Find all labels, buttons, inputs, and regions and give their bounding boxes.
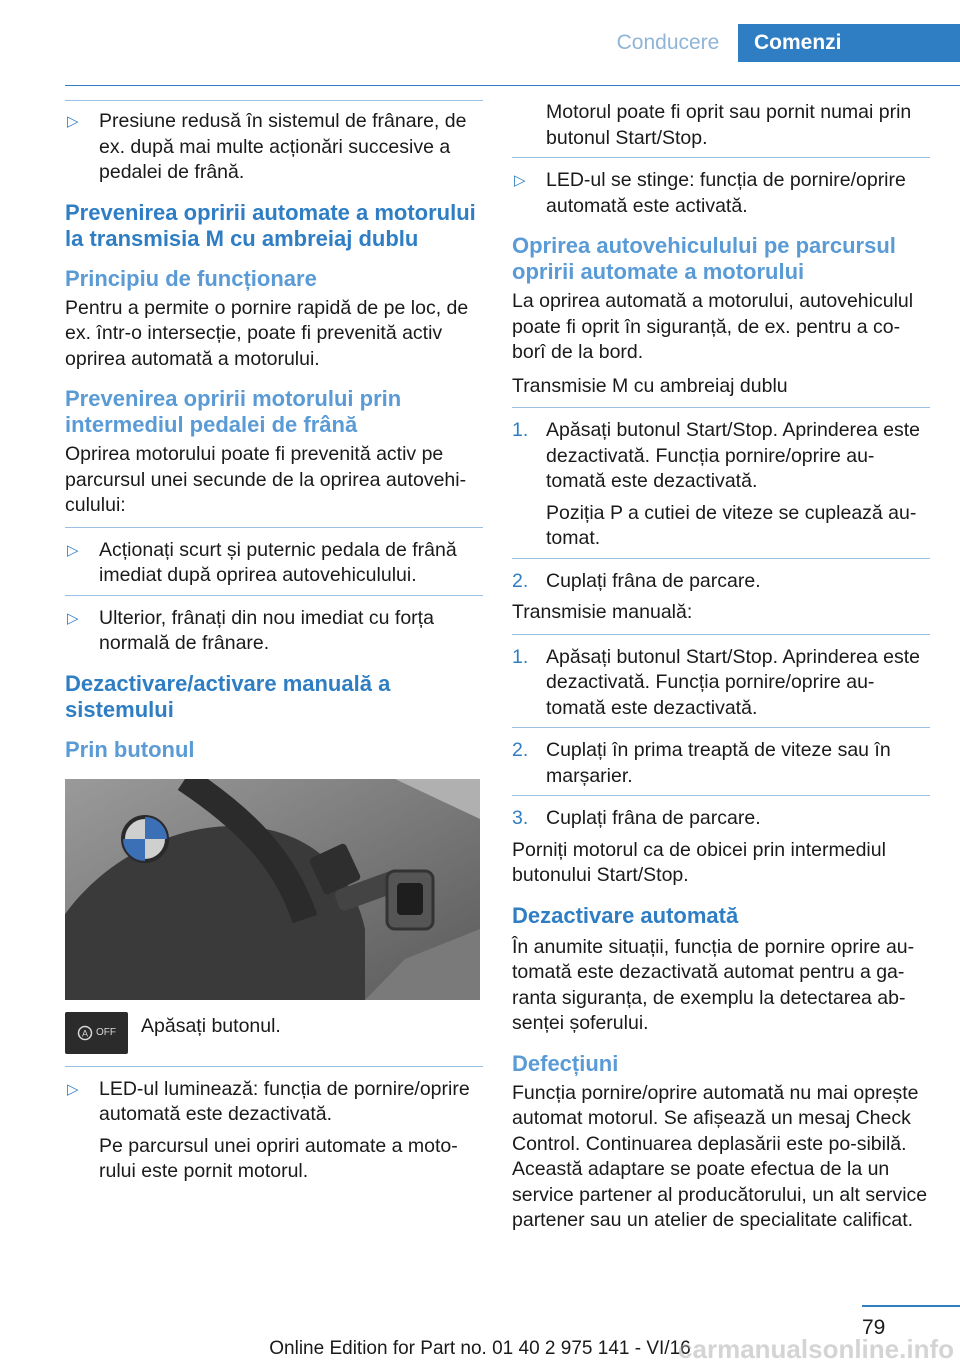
list-item xyxy=(512,168,930,219)
footer-rule xyxy=(862,1305,960,1307)
bullet-separator xyxy=(65,100,483,101)
subheading-defects: Defecțiuni xyxy=(512,1050,619,1076)
paragraph: Porniți motorul ca de obicei prin intermediul butonului Start/Stop. xyxy=(512,838,886,886)
button-legend xyxy=(65,1012,483,1056)
list-item-text: Presiune redusă în sistemul de frânare, de ex. după mai multe acționări succesive a pedalei de frână. xyxy=(99,110,467,183)
list-item-continuation: Motorul poate fi oprit sau pornit numai prin butonul Start/Stop. xyxy=(546,101,912,149)
numbered-item xyxy=(512,569,930,595)
list-item-text: LED-ul se stinge: funcția de pornire/oprire automată este activată. xyxy=(546,169,906,217)
bullet-separator xyxy=(65,527,483,528)
section-heading-prevent: Prevenirea opririi automate a motorului la transmisia M cu ambreiaj dublu xyxy=(65,199,476,251)
numbered-item-text: Cuplați frâna de parcare. xyxy=(546,569,761,592)
paragraph: Transmisie manuală: xyxy=(512,601,693,623)
numbered-item xyxy=(512,806,930,832)
right-column xyxy=(512,100,930,1242)
list-separator xyxy=(512,558,930,559)
list-item xyxy=(65,1077,483,1128)
header-bar xyxy=(0,24,960,62)
list-separator xyxy=(512,795,930,796)
edition-text: Online Edition for Part no. 01 40 2 975 141 - VI/16 xyxy=(269,1338,691,1359)
triangle-bullet-icon: ▷ xyxy=(67,541,79,559)
section-heading-auto: Dezactivare automată xyxy=(512,902,739,928)
button-caption: Apăsați butonul. xyxy=(141,1014,281,1037)
list-item xyxy=(65,538,483,589)
steering-wheel-photo xyxy=(65,779,480,1000)
list-item xyxy=(65,606,483,657)
list-separator xyxy=(512,407,930,408)
numbered-item-text: Cuplați în prima treaptă de viteze sau în marșarier. xyxy=(546,739,891,787)
left-column xyxy=(65,100,483,1191)
item-number: 2. xyxy=(512,569,529,592)
bullet-separator xyxy=(512,157,930,158)
item-number: 1. xyxy=(512,419,529,441)
list-item-text: LED-ul luminează: funcția de pornire/oprire automată este dezactivată. xyxy=(99,1077,470,1125)
list-separator xyxy=(512,727,930,728)
bullet-separator xyxy=(65,1066,483,1067)
triangle-bullet-icon: ▷ xyxy=(67,1080,79,1098)
section-heading-manual: Dezactivare/activare manuală a sistemului xyxy=(65,670,391,722)
paragraph: În anumite situații, funcția de pornire oprire au-tomată este dezactivată automat pentru a ga-ranta siguranța, de exemplu la detectarea ab-senței șoferului. xyxy=(512,935,915,1034)
paragraph: Transmisie M cu ambreiaj dublu xyxy=(512,374,788,397)
list-item-continuation: Pe parcursul unei opriri automate a moto-rului este pornit motorul. xyxy=(99,1134,458,1182)
auto-start-stop-off-button-icon xyxy=(65,1012,128,1054)
tab-conducere[interactable]: Conducere xyxy=(616,31,720,54)
watermark: carmanualsonline.info xyxy=(678,1334,954,1364)
list-item xyxy=(65,109,483,186)
item-number: 2. xyxy=(512,739,529,761)
subheading-brake: Prevenirea opririi motorului prin intermediul pedalei de frână xyxy=(65,386,402,437)
paragraph: Pentru a permite o pornire rapidă de pe loc, de ex. într-o intersecție, poate fi prevenită activ oprirea automată a motorului. xyxy=(65,296,469,370)
subheading-button: Prin butonul xyxy=(65,736,195,762)
triangle-bullet-icon: ▷ xyxy=(67,113,79,130)
bullet-separator xyxy=(65,595,483,596)
paragraph: Funcția pornire/oprire automată nu mai oprește automat motorul. Se afișează un mesaj Check Control. Continuarea deplasării este po-sibilă. Această adaptare se poate efectua de la un service partener al producătorului, un alt service partener sau un atelier de specialitate calificat. xyxy=(512,1081,928,1231)
triangle-bullet-icon: ▷ xyxy=(67,609,79,627)
numbered-item xyxy=(512,418,930,495)
list-separator xyxy=(512,634,930,635)
numbered-item-continuation: Poziția P a cutiei de viteze se cuplează au-tomat. xyxy=(546,501,917,549)
item-number: 3. xyxy=(512,807,529,829)
subheading-principle: Principiu de funcționare xyxy=(65,265,317,291)
auto-a-icon xyxy=(77,1025,93,1041)
paragraph: Oprirea motorului poate fi prevenită activ pe parcursul unei secunde de la oprirea autovehi-culului: xyxy=(65,443,467,516)
tab-comenzi[interactable]: Comenzi xyxy=(738,24,960,62)
list-item-text: Acționați scurt și puternic pedala de frână imediat după oprirea autovehiculului. xyxy=(99,538,457,586)
item-number: 1. xyxy=(512,645,529,668)
header-rule xyxy=(65,85,960,86)
numbered-item xyxy=(512,738,930,789)
button-icon-label: OFF xyxy=(96,1026,116,1038)
numbered-item-text: Cuplați frâna de parcare. xyxy=(546,807,761,829)
svg-text:A: A xyxy=(81,1028,89,1038)
steering-wheel-illustration xyxy=(65,779,480,1000)
numbered-item-text: Apăsați butonul Start/Stop. Aprinderea este dezactivată. Funcția pornire/oprire au-tomată este dezactivată. xyxy=(546,645,920,719)
list-item-text: Ulterior, frânați din nou imediat cu forța normală de frânare. xyxy=(99,606,434,654)
triangle-bullet-icon: ▷ xyxy=(514,172,526,189)
page-number: 79 xyxy=(862,1316,886,1339)
numbered-item-text: Apăsați butonul Start/Stop. Aprinderea este dezactivată. Funcția pornire/oprire au-tomată este dezactivată. xyxy=(546,419,920,492)
subheading-parking: Oprirea autovehiculului pe parcursul opririi automate a motorului xyxy=(512,233,896,284)
numbered-item xyxy=(512,645,930,722)
paragraph: La oprirea automată a motorului, autovehiculul poate fi oprit în siguranță, de ex. pentru a co-borî de la bord. xyxy=(512,290,914,363)
